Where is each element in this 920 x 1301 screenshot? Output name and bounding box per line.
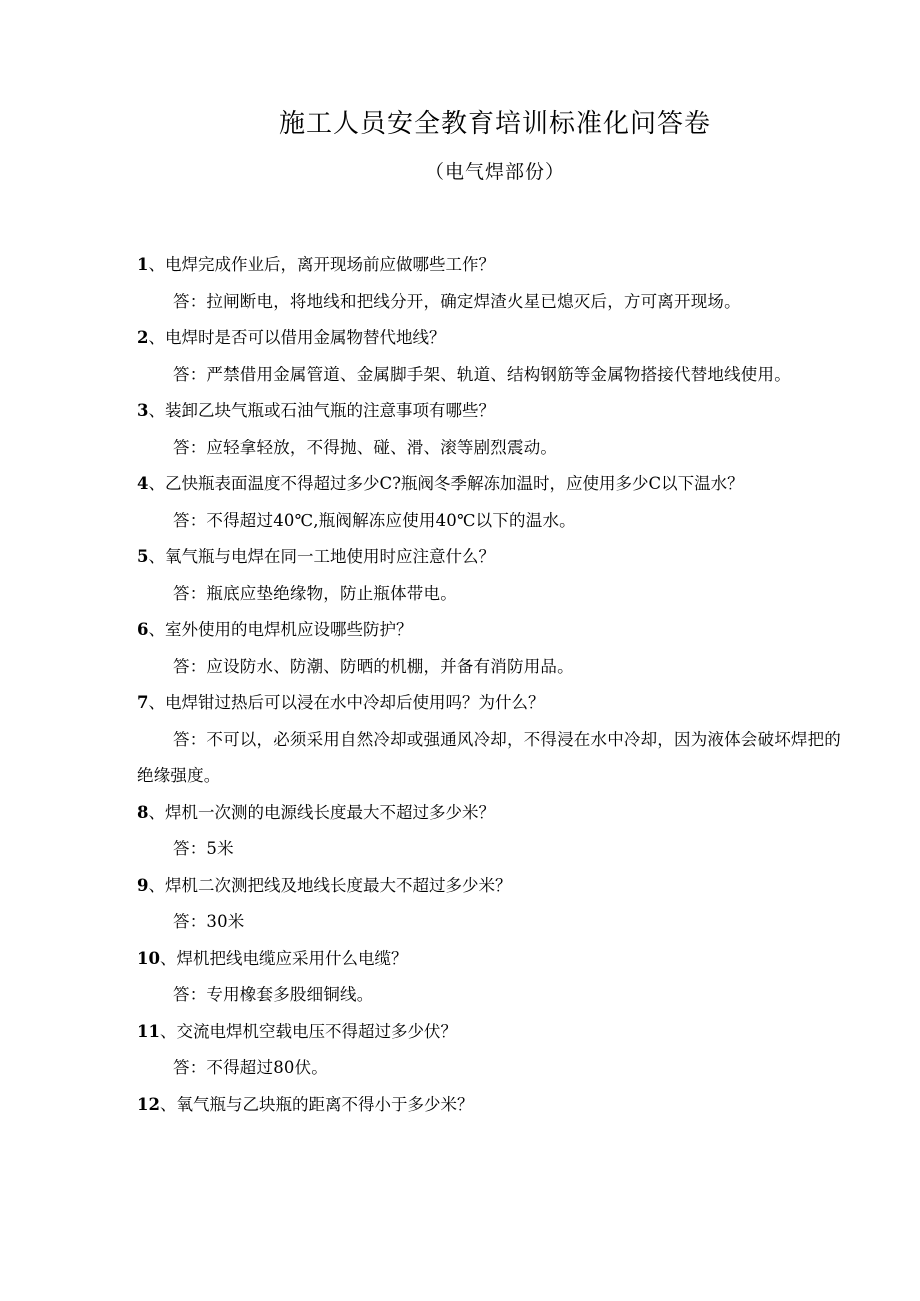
qa-item xyxy=(137,320,849,393)
answer: 答：严禁借用金属管道、金属脚手架、轨道、结构钢筋等金属物搭接代替地线使用。 xyxy=(173,364,791,384)
qa-list xyxy=(137,247,849,1123)
answer: 答：拉闸断电，将地线和把线分开，确定焊渣火星已熄灭后，方可离开现场。 xyxy=(173,291,741,311)
question-text: 、装卸乙块气瓶或石油气瓶的注意事项有哪些？ xyxy=(148,401,495,420)
question-number: 8 xyxy=(137,802,149,822)
question-text: 、焊机一次测的电源线长度最大不超过多少米？ xyxy=(148,802,495,822)
question xyxy=(137,1014,849,1051)
qa-item xyxy=(137,685,849,795)
question-number: 2 xyxy=(137,328,149,347)
question xyxy=(137,247,849,284)
question xyxy=(137,612,849,649)
question-text: 、焊机二次测把线及地线长度最大不超过多少米？ xyxy=(148,875,512,895)
question xyxy=(137,1087,849,1124)
qa-item xyxy=(137,612,849,685)
answer: 答：30米 xyxy=(173,912,245,931)
qa-item xyxy=(137,1014,849,1087)
question-text: 、电焊时是否可以借用金属物替代地线？ xyxy=(148,328,446,347)
question-number: 12 xyxy=(137,1094,160,1114)
answer: 答：不可以，必须采用自然冷却或强通风冷却，不得浸在水中冷却，因为液体会破坏焊把的绝缘强度。 xyxy=(137,729,841,785)
question-text: 、乙快瓶表面温度不得超过多少C?瓶阀冬季解冻加温时，应使用多少C以下温水？ xyxy=(148,474,744,493)
question-text: 、焊机把线电缆应采用什么电缆？ xyxy=(159,948,408,968)
question-number: 1 xyxy=(137,255,149,274)
question-text: 、电焊钳过热后可以浸在水中冷却后使用吗？为什么？ xyxy=(148,693,545,712)
qa-item xyxy=(137,539,849,612)
question-number: 4 xyxy=(137,474,149,493)
question xyxy=(137,868,849,905)
qa-item xyxy=(137,393,849,466)
question-number: 6 xyxy=(137,620,149,639)
question-number: 3 xyxy=(137,401,149,420)
question xyxy=(137,795,849,832)
qa-item xyxy=(137,466,849,539)
question xyxy=(137,685,849,722)
question-text: 、电焊完成作业后，离开现场前应做哪些工作？ xyxy=(148,255,495,274)
question-text: 、室外使用的电焊机应设哪些防护？ xyxy=(148,620,413,639)
qa-item xyxy=(137,868,849,941)
question-text: 、交流电焊机空载电压不得超过多少伏？ xyxy=(159,1021,457,1041)
answer: 答：应轻拿轻放，不得抛、碰、滑、滚等剧烈震动。 xyxy=(173,437,558,457)
question xyxy=(137,320,849,357)
question-number: 9 xyxy=(137,875,149,895)
question-text: 、氧气瓶与乙块瓶的距离不得小于多少米？ xyxy=(159,1094,474,1114)
question xyxy=(137,466,849,503)
question-number: 10 xyxy=(137,948,160,968)
qa-item xyxy=(137,247,849,320)
document-title: 施工人员安全教育培训标准化问答卷 xyxy=(278,109,711,139)
qa-item xyxy=(137,795,849,868)
answer: 答：应设防水、防潮、防晒的机棚，并备有消防用品。 xyxy=(173,656,574,676)
question xyxy=(137,539,849,576)
qa-item xyxy=(137,941,849,1014)
answer: 答：不得超过40℃,瓶阀解冻应使用40℃以下的温水。 xyxy=(173,510,576,530)
answer: 答：瓶底应垫绝缘物，防止瓶体带电。 xyxy=(173,583,457,603)
question-number: 5 xyxy=(137,547,149,566)
qa-item xyxy=(137,1087,849,1124)
answer: 答：不得超过80伏。 xyxy=(173,1058,328,1077)
document-subtitle: （电气焊部份） xyxy=(424,161,565,183)
question xyxy=(137,393,849,430)
answer: 答：5米 xyxy=(173,839,234,858)
question-text: 、氧气瓶与电焊在同一工地使用时应注意什么？ xyxy=(148,547,495,566)
question-number: 7 xyxy=(137,693,149,712)
answer: 答：专用橡套多股细铜线。 xyxy=(173,985,374,1004)
question-number: 11 xyxy=(137,1021,160,1041)
question xyxy=(137,941,849,978)
